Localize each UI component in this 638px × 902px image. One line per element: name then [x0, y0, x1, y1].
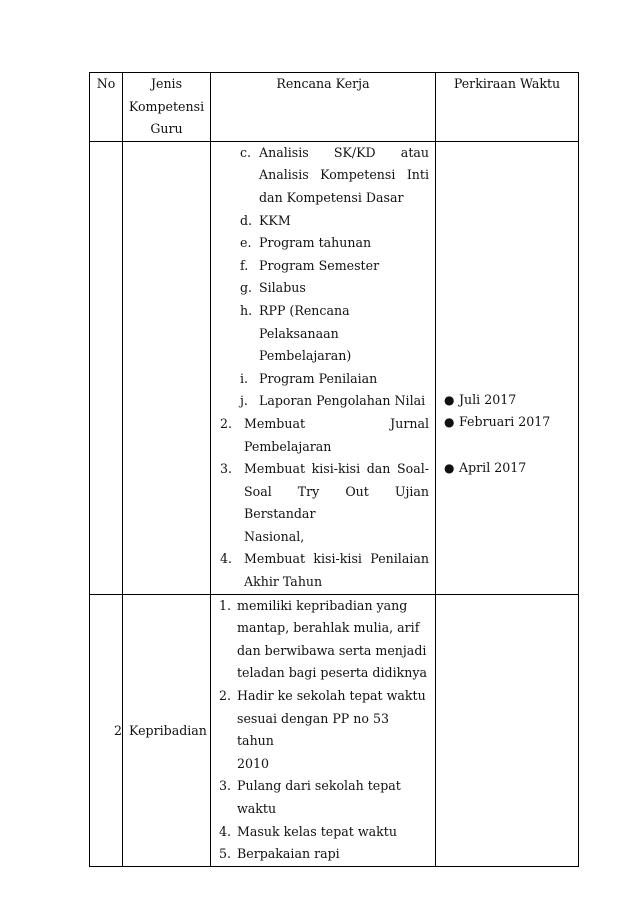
- list-marker: 3.: [220, 461, 233, 477]
- list-line: Analisis SK/KD atau: [259, 144, 429, 160]
- list-item: [216, 232, 429, 255]
- list-marker: 4.: [220, 551, 233, 567]
- header-jenis-line: Jenis: [150, 76, 183, 91]
- list-item: [216, 210, 429, 233]
- list-line: RPP (Rencana Pelaksanaan: [259, 302, 350, 341]
- header-rencana: Rencana Kerja: [211, 73, 436, 142]
- bullet-icon: ●: [444, 392, 455, 407]
- header-waktu: Perkiraan Waktu: [436, 73, 579, 142]
- header-no: No: [90, 73, 123, 142]
- list-line: dan Kompetensi Dasar: [259, 189, 404, 205]
- list-line: Masuk kelas tepat waktu: [237, 823, 397, 839]
- list-item: [444, 389, 578, 412]
- list-item: [216, 390, 429, 413]
- list-marker: 1.: [219, 597, 232, 613]
- waktu-text: Juli 2017: [459, 391, 517, 407]
- list-item: [216, 821, 429, 844]
- list-text: [244, 548, 429, 593]
- header-jenis-line: Kompetensi: [128, 98, 205, 114]
- list-item: [216, 595, 429, 685]
- list-line: Membuat kisi-kisi dan Soal-: [244, 461, 429, 477]
- list-marker: 3.: [219, 778, 232, 794]
- list-line: dan berwibawa serta menjadi: [237, 642, 427, 658]
- list-marker: 4.: [219, 823, 232, 839]
- list-line: Program Penilaian: [259, 370, 378, 386]
- header-jenis-line: Guru: [150, 121, 183, 137]
- list-line: Berpakaian rapi: [237, 846, 340, 862]
- list-item: [216, 142, 429, 210]
- list-text: [244, 458, 429, 548]
- list-line: mantap, berahlak mulia, arif: [237, 620, 420, 636]
- row1-rencana: [211, 141, 436, 594]
- row2-no: 2: [90, 594, 123, 866]
- list-line: Akhir Tahun: [244, 574, 323, 590]
- list-marker: 2.: [219, 688, 232, 704]
- list-item: [216, 775, 429, 820]
- row1-no: [90, 141, 123, 594]
- list-line: Laporan Pengolahan Nilai: [259, 393, 426, 409]
- list-marker: 5.: [219, 846, 232, 862]
- row1-jenis: [123, 141, 211, 594]
- list-line: Program Semester: [259, 257, 380, 273]
- row2-waktu: [436, 594, 579, 866]
- table-row: [90, 594, 579, 866]
- list-text: [259, 142, 429, 210]
- list-text: [237, 775, 429, 820]
- list-item: [216, 843, 429, 866]
- list-line: Pembelajaran: [244, 438, 332, 454]
- table-header-row: [90, 73, 579, 142]
- list-item: [216, 300, 429, 368]
- list-line: Pembelajaran): [259, 348, 352, 364]
- table-row: [90, 141, 579, 594]
- list-line: KKM: [259, 212, 291, 228]
- list-item: [216, 685, 429, 775]
- bullet-icon: ●: [444, 415, 455, 430]
- list-item: [444, 457, 578, 480]
- list-text: [244, 413, 429, 458]
- list-line: Program tahunan: [259, 235, 372, 251]
- header-jenis: [123, 73, 211, 142]
- list-line: teladan bagi peserta didiknya: [237, 665, 427, 681]
- waktu-list: [436, 389, 578, 480]
- waktu-text: Februari 2017: [459, 414, 551, 430]
- bullet-icon: ●: [444, 460, 455, 475]
- waktu-text: April 2017: [459, 459, 527, 475]
- list-marker: i.: [240, 370, 249, 386]
- row2-jenis: Kepribadian: [123, 594, 211, 866]
- list-line: Membuat Jurnal: [244, 415, 429, 431]
- list-item: [216, 368, 429, 391]
- list-marker: f.: [240, 257, 249, 273]
- list-marker: e.: [240, 235, 252, 251]
- list-text: [237, 595, 429, 685]
- list-item: [216, 255, 429, 278]
- list-line: Hadir ke sekolah tepat waktu: [237, 688, 426, 704]
- list-item: [216, 458, 429, 548]
- list-item: [444, 411, 578, 434]
- list-item: [216, 277, 429, 300]
- list-marker: 2.: [220, 415, 233, 431]
- work-plan-table: [89, 72, 579, 867]
- row1-waktu: [436, 141, 579, 594]
- list-line: Membuat kisi-kisi Penilaian: [244, 551, 429, 567]
- list-marker: g.: [240, 280, 253, 296]
- list-marker: j.: [240, 393, 248, 409]
- list-line: sesuai dengan PP no 53 tahun: [237, 710, 390, 749]
- list-line: 2010: [237, 755, 270, 771]
- list-line: Pulang dari sekolah tepat: [237, 778, 401, 794]
- list-line: Soal Try Out Ujian Berstandar: [244, 483, 429, 522]
- list-text: [259, 300, 429, 368]
- list-line: Analisis Kompetensi Inti: [259, 167, 429, 183]
- list-line: Silabus: [259, 280, 306, 296]
- list-marker: h.: [240, 302, 253, 318]
- list-line: Nasional,: [244, 528, 305, 544]
- list-line: memiliki kepribadian yang: [237, 597, 408, 613]
- list-marker: c.: [240, 144, 252, 160]
- list-line: waktu: [237, 801, 277, 816]
- row2-rencana: [211, 594, 436, 866]
- list-item: [216, 548, 429, 593]
- list-marker: d.: [240, 212, 253, 228]
- list-text: [237, 685, 429, 775]
- list-item: [216, 413, 429, 458]
